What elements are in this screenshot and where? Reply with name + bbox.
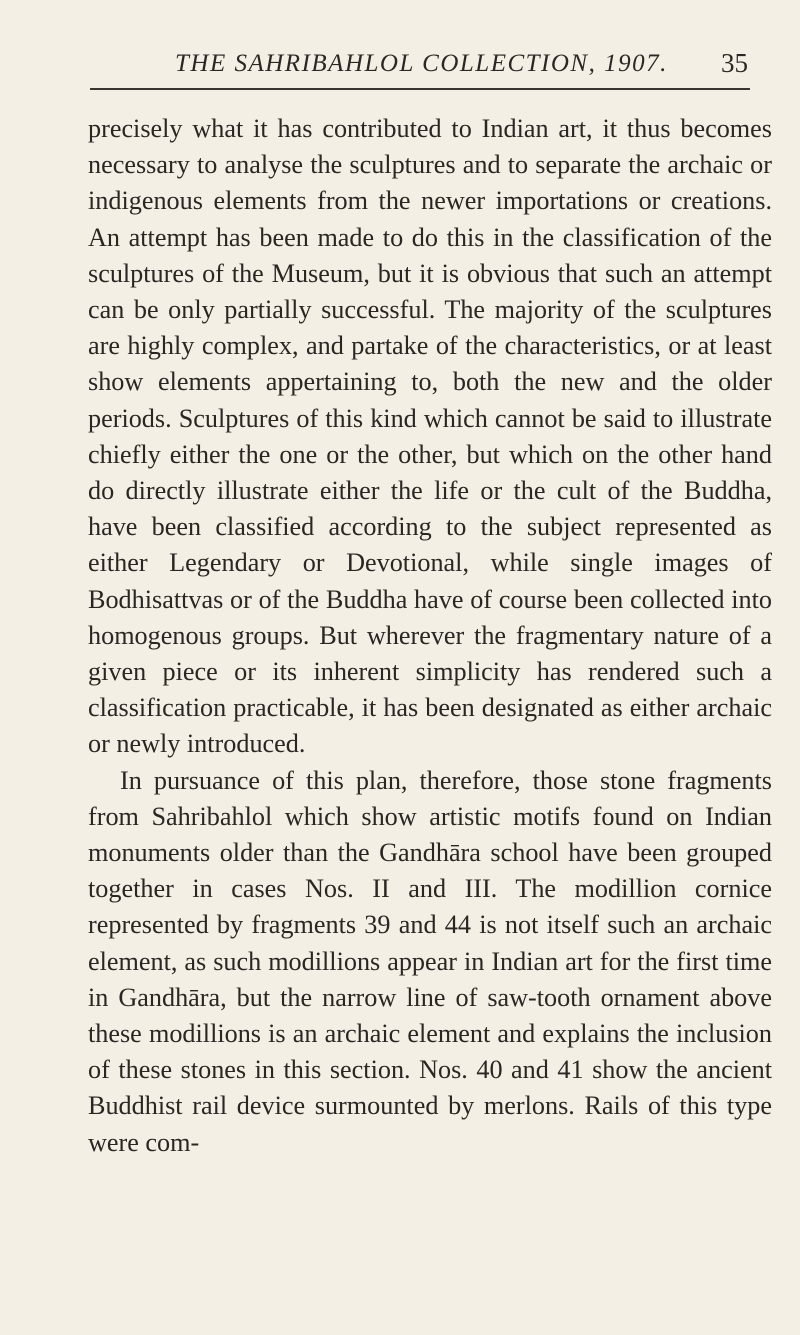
page-number: 35 bbox=[721, 48, 748, 78]
header-rule bbox=[90, 88, 750, 90]
body-text bbox=[88, 111, 772, 1161]
paragraph-2: In pursuance of this plan, therefore, those stone fragments from Sahribahlol which show artistic motifs found on Indian monuments older than the Gandhāra school have been grouped together in cases Nos. II and III. The modillion cornice represented by fragments 39 and 44 is not itself such an archaic element, as such modillions appear in Indian art for the first time in Gandhāra, but the narrow line of saw-tooth ornament above these modillions is an archaic element and explains the inclusion of these stones in this section. Nos. 40 and 41 show the ancient Buddhist rail device surmounted by merlons. Rails of this type were com- bbox=[88, 765, 772, 1157]
paragraph-1: precisely what it has contributed to Indian art, it thus becomes necessary to analyse the sculptures and to separate the archaic or indigenous elements from the newer importations or creations. An attempt has been made to do this in the classification of the sculptures of the Museum, but it is obvious that such an attempt can be only partially successful. The majority of the sculptures are highly complex, and partake of the characteristics, or at least show elements appertaining to, both the new and the older periods. Sculptures of this kind which cannot be said to illustrate chiefly either the one or the other, but which on the other hand do directly illustrate either the life or the cult of the Buddha, have been classified according to the subject represented as either Legendary or Devotional, while single images of Bodhisattvas or of the Buddha have of course been collected into homogenous groups. But wherever the fragmentary nature of a given piece or its inherent simplicity has rendered such a classification practicable, it has been designated as either archaic or newly introduced. bbox=[88, 114, 772, 759]
running-header bbox=[90, 48, 750, 92]
running-title: THE SAHRIBAHLOL COLLECTION, 1907. bbox=[175, 50, 668, 77]
